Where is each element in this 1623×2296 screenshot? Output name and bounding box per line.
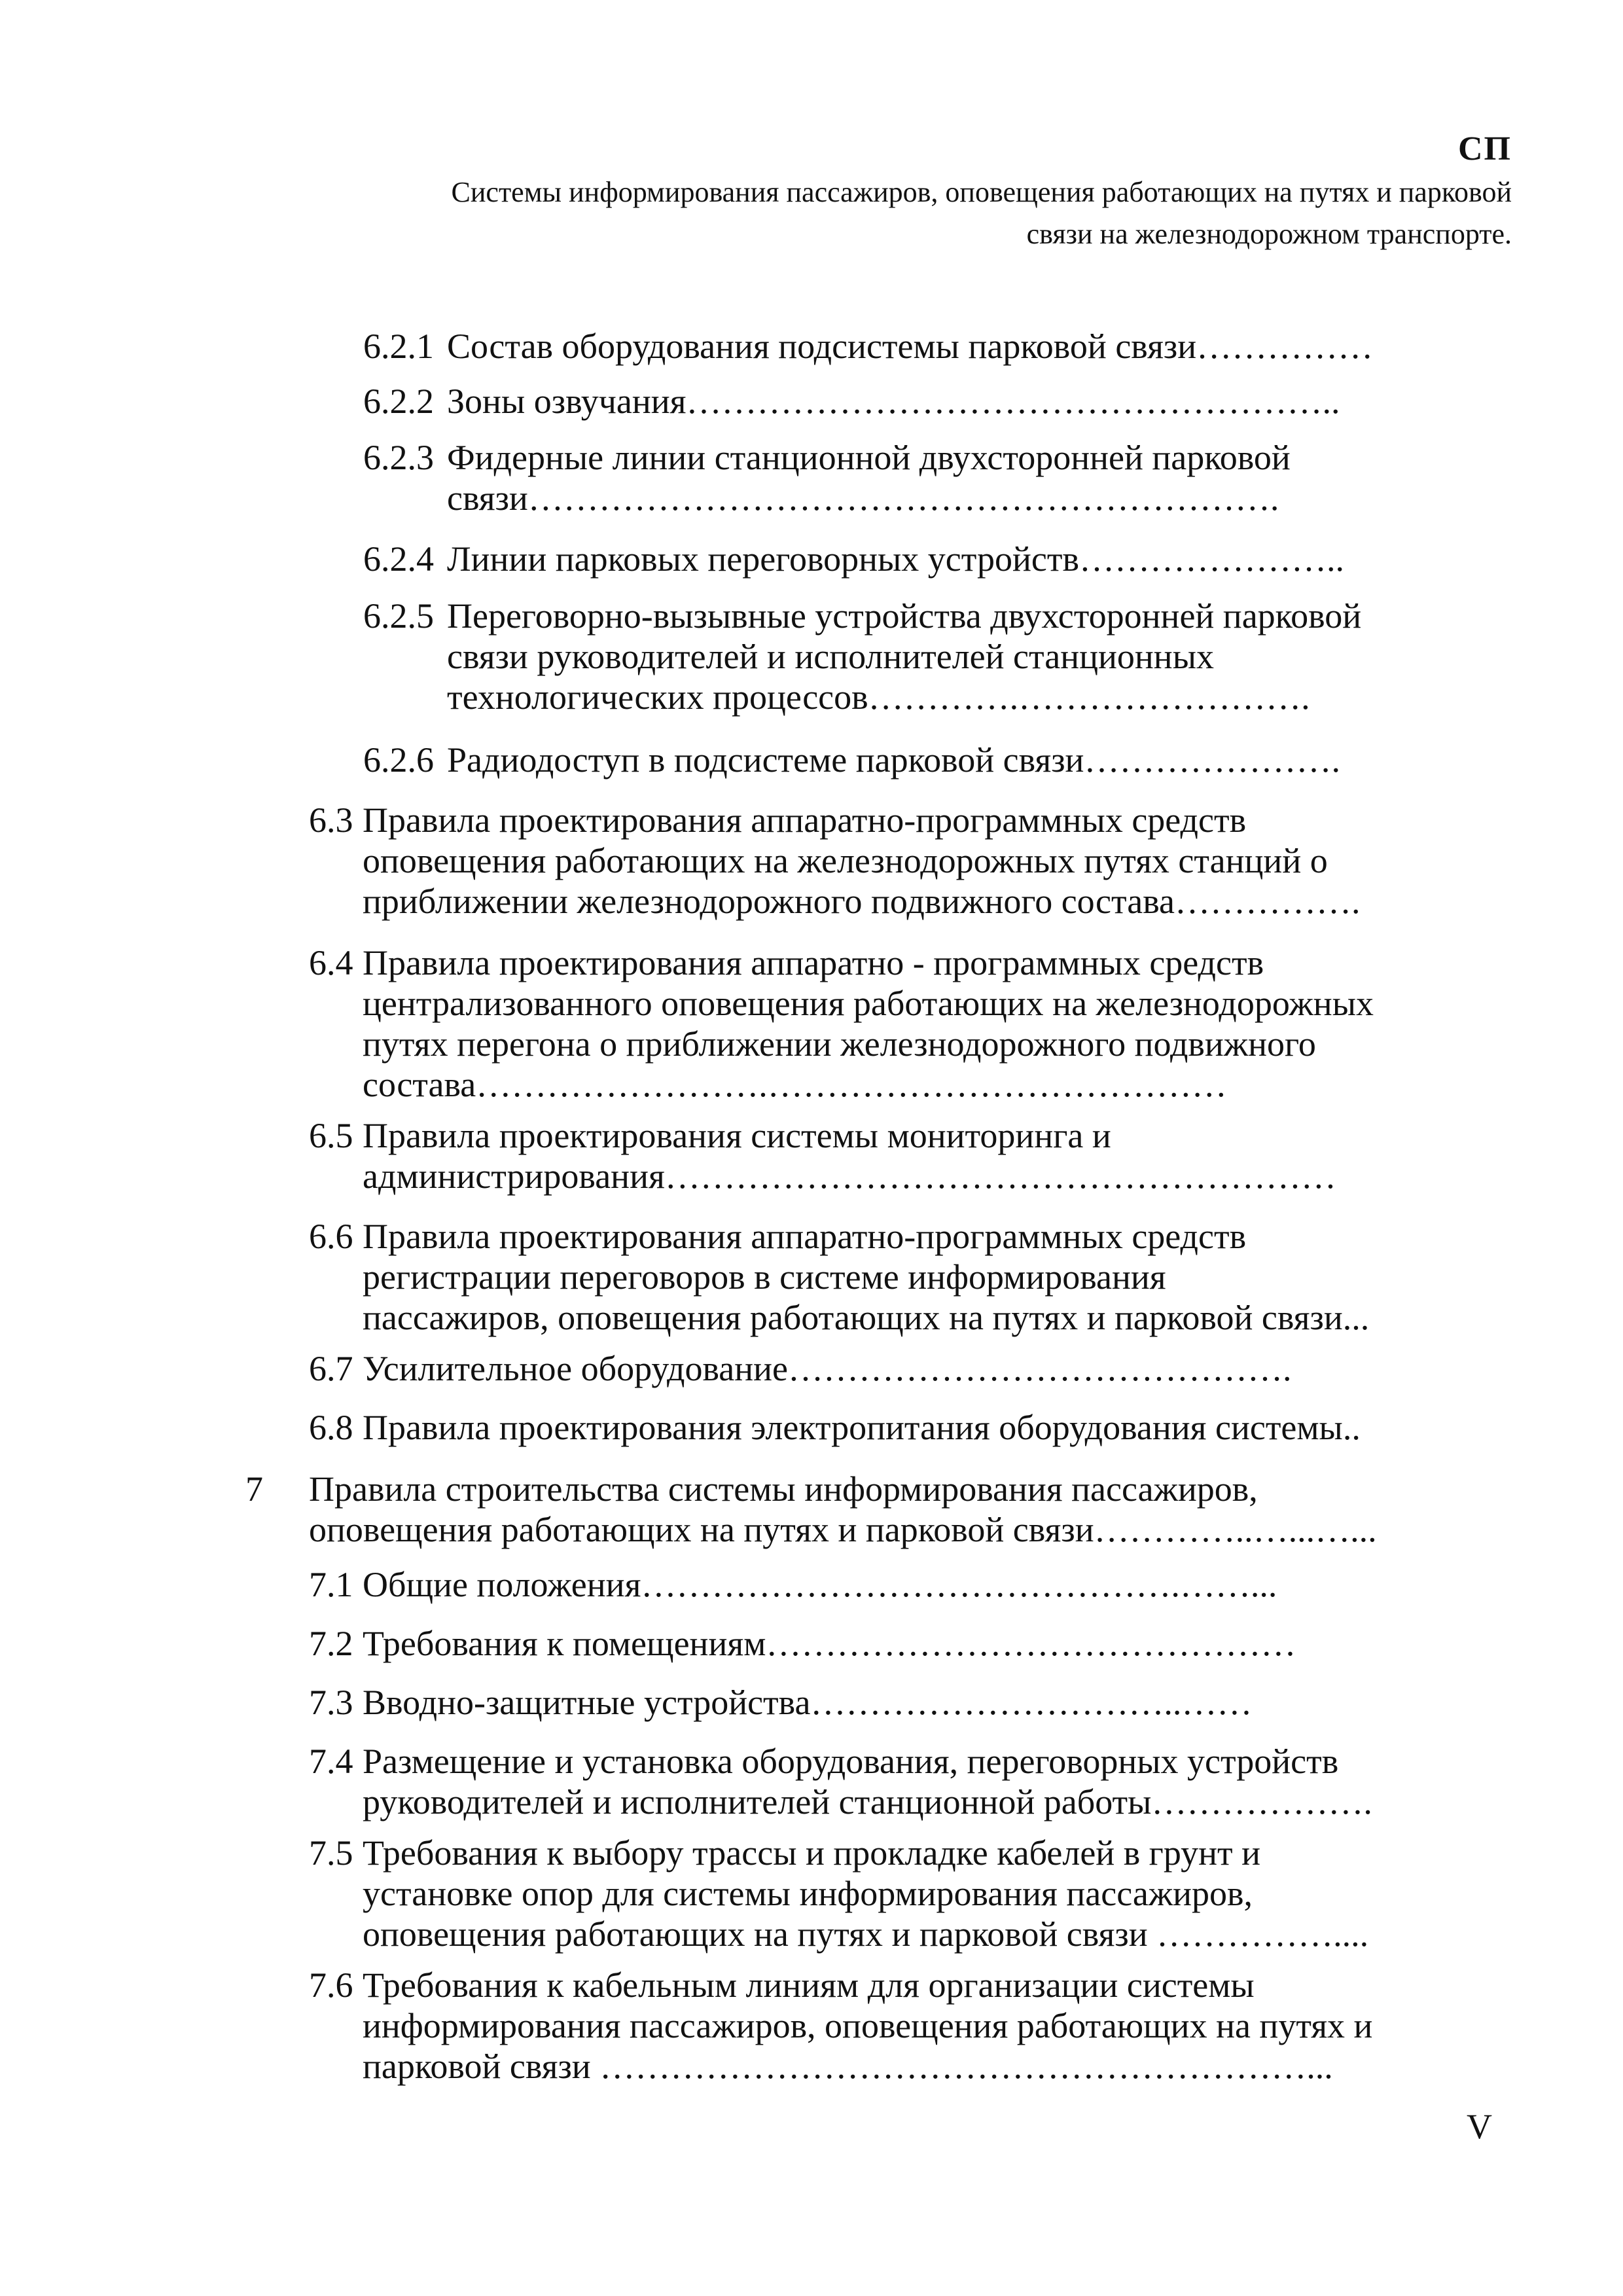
toc-entry-title: Правила проектирования аппаратно-программных средств (363, 800, 1247, 840)
toc-entry-number: 6.2.3 (363, 438, 434, 477)
toc-entry-number: 6.3 (309, 800, 353, 840)
document-title (170, 171, 1512, 255)
toc-entry-title: Общие положения……………………………………….……... (363, 1565, 1277, 1604)
toc-entry-title: Линии парковых переговорных устройств………………….. (447, 539, 1344, 579)
toc-entry-title: централизованного оповещения работающих на железнодорожных (363, 984, 1374, 1023)
toc-entry-number: 6.2.1 (363, 327, 434, 366)
toc-entry-title: руководителей и исполнителей станционной работы………………. (363, 1782, 1372, 1821)
toc-entry-title: установке опор для системы информирования пассажиров, (363, 1874, 1253, 1913)
document-code: СП (1458, 130, 1512, 168)
toc-entry-title: Размещение и установка оборудования, переговорных устройств (363, 1742, 1339, 1781)
toc-entry-title: Радиодоступ в подсистеме парковой связи…………………. (447, 740, 1340, 780)
toc-entry-title: регистрации переговоров в системе информирования (363, 1257, 1166, 1297)
toc-entry-number: 7.2 (309, 1624, 353, 1663)
toc-entry-number: 6.5 (309, 1116, 353, 1155)
toc-entry-title: администрирования………………………………………………… (363, 1157, 1336, 1196)
toc-entry-title: Правила проектирования аппаратно-программных средств (363, 1217, 1247, 1256)
toc-entry-title: Требования к кабельным линиям для организации системы (363, 1965, 1255, 2005)
toc-entry-title: Вводно-защитные устройства…………………………..…… (363, 1683, 1253, 1722)
toc-entry-title: пассажиров, оповещения работающих на путях и парковой связи... (363, 1298, 1370, 1337)
toc-entry-title: связи………………………………………………………. (447, 478, 1279, 518)
toc-entry-title: оповещения работающих на путях и парковой связи …………….... (363, 1914, 1369, 1954)
toc-entry-title: Состав оборудования подсистемы парковой связи…………… (447, 327, 1374, 366)
toc-entry-title: Правила проектирования аппаратно - программных средств (363, 943, 1264, 982)
toc-entry-title: Фидерные линии станционной двухсторонней парковой (447, 438, 1291, 477)
toc-entry-title: Усилительное оборудование……………………………………. (363, 1349, 1292, 1388)
toc-entry-title: Зоны озвучания……………………………………………….. (447, 382, 1340, 421)
toc-entry-number: 6.8 (309, 1408, 353, 1447)
toc-entry-number: 7.3 (309, 1683, 353, 1722)
document-title-line: Системы информирования пассажиров, оповещения работающих на путях и парковой (451, 176, 1512, 208)
toc-entry-number: 7.4 (309, 1742, 353, 1781)
page-number: V (1467, 2107, 1492, 2146)
toc-entry-title: Требования к выбору трассы и прокладке кабелей в грунт и (363, 1833, 1261, 1873)
toc-entry-number: 6.7 (309, 1349, 353, 1388)
toc-entry-number: 6.6 (309, 1217, 353, 1256)
toc-entry-title: Правила строительства системы информирования пассажиров, (309, 1469, 1258, 1509)
toc-entry-title: Правила проектирования электропитания оборудования системы.. (363, 1408, 1361, 1447)
toc-entry-number: 7.1 (309, 1565, 353, 1604)
toc-entry-title: путях перегона о приближении железнодорожного подвижного (363, 1024, 1316, 1064)
toc-entry-number: 6.2.6 (363, 740, 434, 780)
toc-entry-title: технологических процессов………….……………………. (447, 677, 1310, 717)
toc-entry-title: информирования пассажиров, оповещения работающих на путях и (363, 2006, 1373, 2045)
toc-entry-title: парковой связи ……………………………………………………... (363, 2047, 1333, 2086)
toc-entry-number: 6.2.2 (363, 382, 434, 421)
toc-entry-number: 6.4 (309, 943, 353, 982)
toc-entry-number: 7.6 (309, 1965, 353, 2005)
document-title-line: связи на железнодорожном транспорте. (1026, 218, 1512, 250)
toc-entry-title: Правила проектирования системы мониторинга и (363, 1116, 1111, 1155)
toc-entry-number: 6.2.4 (363, 539, 434, 579)
toc-entry-title: приближении железнодорожного подвижного состава……………. (363, 882, 1361, 921)
toc-entry-title: связи руководителей и исполнителей станционных (447, 637, 1214, 676)
toc-entry-number: 7 (245, 1469, 263, 1509)
toc-entry-title: Требования к помещениям……………………………………… (363, 1624, 1296, 1663)
toc-entry-number: 7.5 (309, 1833, 353, 1873)
toc-entry-title: оповещения работающих на железнодорожных путях станций о (363, 841, 1328, 880)
toc-entry-title: оповещения работающих на путях и парковой связи…………..…...…... (309, 1510, 1377, 1549)
toc-entry-title: состава…………………….………………………………… (363, 1065, 1227, 1104)
toc-entry-title: Переговорно-вызывные устройства двухсторонней парковой (447, 596, 1362, 636)
toc-entry-number: 6.2.5 (363, 596, 434, 636)
